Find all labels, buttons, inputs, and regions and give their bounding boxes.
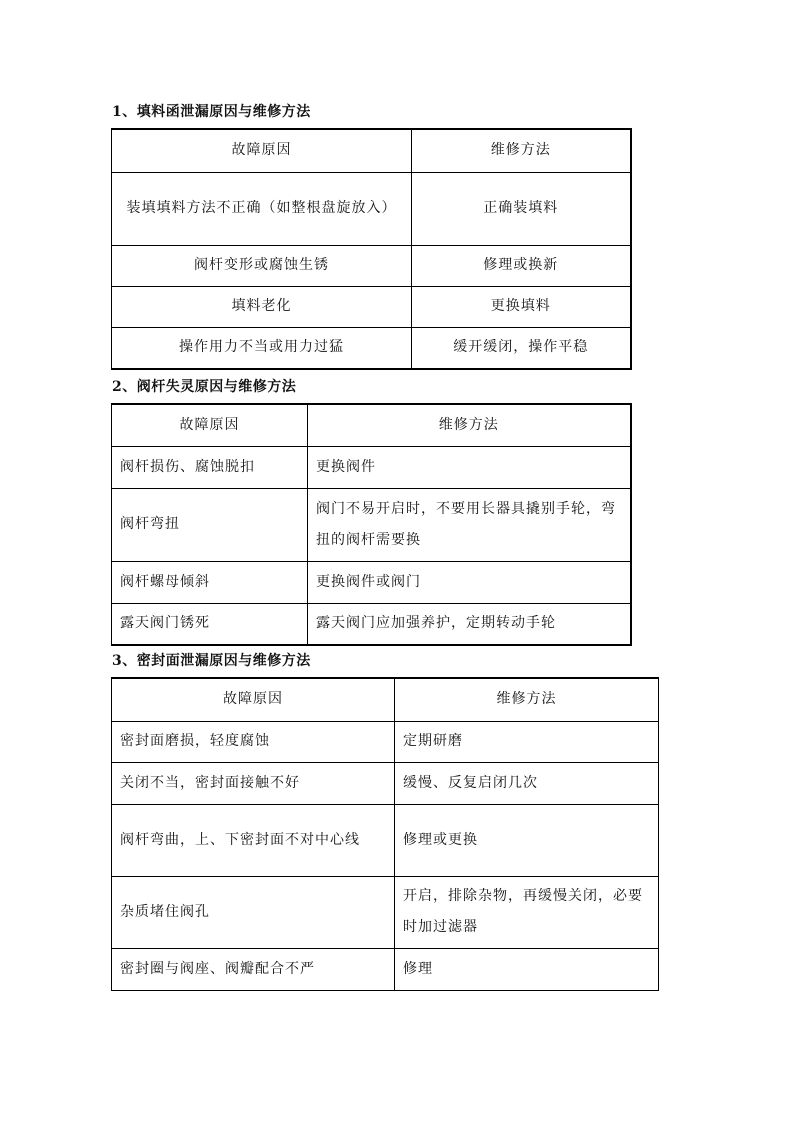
table-row — [112, 446, 631, 488]
method-cell: 开启，排除杂物，再缓慢关闭，必要时加过滤器 — [395, 876, 659, 948]
method-cell: 缓开缓闭，操作平稳 — [412, 327, 631, 369]
section-2-table — [111, 403, 632, 646]
table-header-row — [112, 678, 659, 721]
cause-cell: 阀杆螺母倾斜 — [112, 561, 308, 603]
table-row — [112, 327, 631, 369]
cause-cell: 阀杆弯曲，上、下密封面不对中心线 — [112, 804, 395, 876]
cause-cell: 密封圈与阀座、阀瓣配合不严 — [112, 948, 395, 990]
table-header-row — [112, 404, 631, 446]
header-method: 维修方法 — [308, 404, 631, 446]
cause-cell: 阀杆变形或腐蚀生锈 — [112, 245, 412, 286]
table-row — [112, 245, 631, 286]
header-method: 维修方法 — [412, 129, 631, 172]
table-row — [112, 561, 631, 603]
header-method: 维修方法 — [395, 678, 659, 721]
table-header-row — [112, 129, 631, 172]
table-row — [112, 488, 631, 561]
cause-cell: 装填填料方法不正确（如整根盘旋放入） — [112, 172, 412, 245]
cause-cell: 操作用力不当或用力过猛 — [112, 327, 412, 369]
method-cell: 正确装填料 — [412, 172, 631, 245]
method-cell: 修理或更换 — [395, 804, 659, 876]
method-cell: 定期研磨 — [395, 721, 659, 762]
table-row — [112, 876, 659, 948]
section-1-table — [111, 128, 632, 370]
method-cell: 修理 — [395, 948, 659, 990]
table-row — [112, 948, 659, 990]
table-row — [112, 286, 631, 327]
method-cell: 更换阀件 — [308, 446, 631, 488]
header-cause: 故障原因 — [112, 404, 308, 446]
table-row — [112, 721, 659, 762]
table-row — [112, 603, 631, 645]
cause-cell: 杂质堵住阀孔 — [112, 876, 395, 948]
section-3-table — [111, 677, 659, 991]
method-cell: 修理或换新 — [412, 245, 631, 286]
method-cell: 阀门不易开启时，不要用长器具撬别手轮，弯扭的阀杆需要换 — [308, 488, 631, 561]
method-cell: 更换阀件或阀门 — [308, 561, 631, 603]
header-cause: 故障原因 — [112, 129, 412, 172]
cause-cell: 露天阀门锈死 — [112, 603, 308, 645]
table-row — [112, 804, 659, 876]
table-row — [112, 172, 631, 245]
section-3-heading: 3、密封面泄漏原因与维修方法 — [112, 653, 311, 669]
header-cause: 故障原因 — [112, 678, 395, 721]
method-cell: 露天阀门应加强养护，定期转动手轮 — [308, 603, 631, 645]
table-row — [112, 762, 659, 804]
cause-cell: 阀杆损伤、腐蚀脱扣 — [112, 446, 308, 488]
section-1-heading: 1、填料函泄漏原因与维修方法 — [112, 104, 311, 120]
cause-cell: 阀杆弯扭 — [112, 488, 308, 561]
method-cell: 更换填料 — [412, 286, 631, 327]
cause-cell: 密封面磨损，轻度腐蚀 — [112, 721, 395, 762]
cause-cell: 填料老化 — [112, 286, 412, 327]
section-2-heading: 2、阀杆失灵原因与维修方法 — [112, 379, 297, 395]
method-cell: 缓慢、反复启闭几次 — [395, 762, 659, 804]
cause-cell: 关闭不当，密封面接触不好 — [112, 762, 395, 804]
